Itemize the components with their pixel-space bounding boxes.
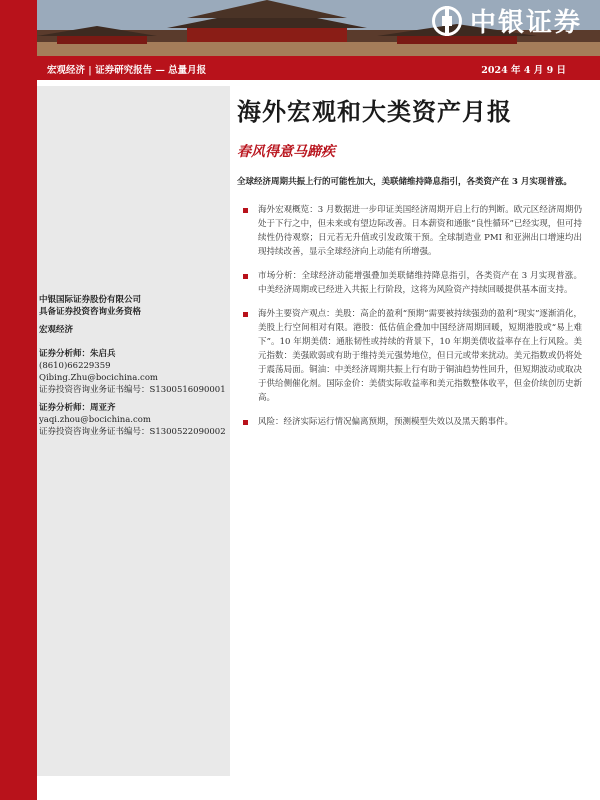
company-qualification: 具备证券投资咨询业务资格 bbox=[39, 307, 142, 317]
bullet-square-icon bbox=[243, 274, 248, 279]
bullet-square-icon bbox=[243, 208, 248, 213]
report-category-tags: 宏观经济 | 证券研究报告 — 总量月报 bbox=[47, 65, 207, 76]
report-tag-bar bbox=[37, 56, 600, 80]
bullet-item bbox=[237, 415, 582, 429]
bullet-text: 海外宏观概览：3 月数据进一步印证美国经济周期开启上行的判断。欧元区经济周期仍处于下行之中，但未来或有望边际改善。日本薪资和通胀“良性循环”已经实现，但可持续性仍待观察；日元若无升值或引发政策干预。全球制造业 PMI 和亚洲出口增速均出现持续改善，显示全球经济向上动能有所增强。 bbox=[258, 205, 582, 257]
report-lead: 全球经济周期共振上行的可能性加大，美联储维持降息指引，各类资产在 3 月实现普涨。 bbox=[237, 177, 572, 187]
analyst-email[interactable]: yaqi.zhou@bocichina.com bbox=[39, 415, 151, 425]
left-brand-stripe bbox=[0, 0, 37, 800]
analyst-phone: (8610)66229359 bbox=[39, 361, 111, 371]
analyst-block-2 bbox=[39, 402, 226, 438]
bullet-square-icon bbox=[243, 312, 248, 317]
bullet-text: 市场分析：全球经济动能增强叠加美联储维持降息指引，各类资产在 3 月实现普涨。中美经济周期或已经进入共振上行阶段，这将为风险资产持续回暖提供基本面支持。 bbox=[258, 271, 582, 295]
bullet-item bbox=[237, 269, 582, 297]
brand-name: 中银证券 bbox=[469, 8, 582, 38]
analyst-email[interactable]: Qibing.Zhu@bocichina.com bbox=[39, 373, 158, 383]
analyst-name: 证券分析师：周亚齐 bbox=[39, 403, 116, 413]
brand-logo bbox=[432, 2, 582, 39]
boc-logo-icon bbox=[432, 6, 462, 36]
bullet-text: 海外主要资产观点：美股：高企的盈利“预期”需要被持续强劲的盈利“现实”逐渐消化，美股上行空间相对有限。港股：低估值企叠加中国经济周期回暖，短期港股或“易上难下”。10 年期美债：通胀韧性或持续的背景下，10 年期美债收益率存在上行风险。美元指数：美强欧弱或有助于维持美元强势地位，但日元或带来扰动。美元指数或仍将处于震荡局面。铜油：中美经济周期共振上行有助于铜油趋势性回升，但短期波动或取决于供给侧催化剂。国际金价：美债实际收益率和美元指数整体收平，但金价续创历史新高。 bbox=[258, 309, 582, 403]
report-subtitle: 春风得意马蹄疾 bbox=[237, 144, 335, 160]
report-main-content bbox=[237, 86, 582, 439]
company-name: 中银国际证券股份有限公司 bbox=[39, 295, 142, 305]
report-date: 2024 年 4 月 9 日 bbox=[481, 65, 566, 76]
analyst-name: 证券分析师：朱启兵 bbox=[39, 349, 116, 359]
analyst-certificate: 证券投资咨询业务证书编号：S1300522090002 bbox=[39, 427, 226, 437]
report-bullets bbox=[237, 203, 582, 429]
analyst-certificate: 证券投资咨询业务证书编号：S1300516090001 bbox=[39, 385, 226, 395]
sidebar-panel bbox=[37, 86, 230, 776]
report-title: 海外宏观和大类资产月报 bbox=[237, 97, 512, 126]
company-info bbox=[39, 294, 141, 336]
bullet-text: 风险：经济实际运行情况偏离预期，预测模型失效以及黑天鹅事件。 bbox=[258, 417, 514, 427]
bullet-item bbox=[237, 203, 582, 259]
bullet-square-icon bbox=[243, 420, 248, 425]
bullet-item bbox=[237, 307, 582, 405]
analyst-block-1 bbox=[39, 348, 226, 396]
header-banner-image bbox=[37, 0, 600, 56]
sector-label: 宏观经济 bbox=[39, 325, 74, 335]
